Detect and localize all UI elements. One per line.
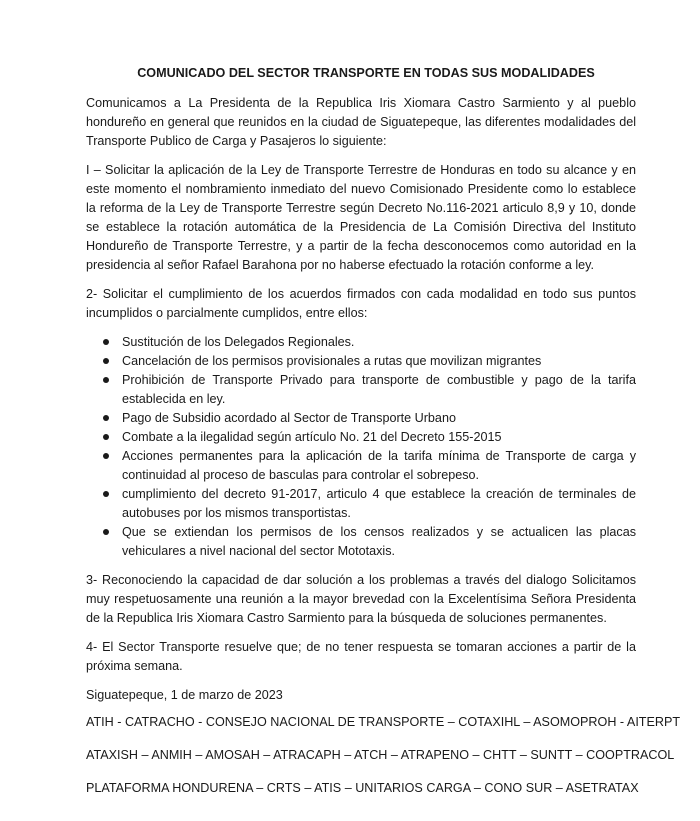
list-item-text: Pago de Subsidio acordado al Sector de Transporte Urbano <box>122 411 456 425</box>
point-4-paragraph: 4- El Sector Transporte resuelve que; de no tener respuesta se tomaran acciones a partir de la próxima semana. <box>86 640 636 673</box>
bullet-icon <box>103 491 109 497</box>
demands-list <box>86 333 636 561</box>
point-2-paragraph: 2- Solicitar el cumplimiento de los acuerdos firmados con cada modalidad en todo sus puntos incumplidos o parcialmente cumplidos, entre ellos: <box>86 287 636 320</box>
list-item-text: Acciones permanentes para la aplicación de la tarifa mínima de Transporte de carga y continuidad al proceso de basculas para controlar el sobrepeso. <box>122 449 636 482</box>
bullet-icon <box>103 415 109 421</box>
list-item <box>122 371 636 409</box>
bullet-icon <box>103 529 109 535</box>
list-item-text: Que se extiendan los permisos de los censos realizados y se actualicen las placas vehiculares a nivel nacional del sector Mototaxis. <box>122 525 636 558</box>
organizations-line-3: PLATAFORMA HONDURENA – CRTS – ATIS – UNITARIOS CARGA – CONO SUR – ASETRATAX <box>86 781 639 795</box>
intro-paragraph: Comunicamos a La Presidenta de la Republica Iris Xiomara Castro Sarmiento y al pueblo hondureño en general que reunidos en la ciudad de Siguatepeque, las diferentes modalidades del Transporte Publico de Carga y Pasajeros lo siguiente: <box>86 96 636 148</box>
date-line: Siguatepeque, 1 de marzo de 2023 <box>86 688 283 702</box>
list-item <box>122 428 636 447</box>
list-item <box>122 352 636 371</box>
bullet-icon <box>103 453 109 459</box>
bullet-icon <box>103 339 109 345</box>
bullet-icon <box>103 434 109 440</box>
list-item-text: Combate a la ilegalidad según artículo No. 21 del Decreto 155-2015 <box>122 430 502 444</box>
list-item <box>122 409 636 428</box>
list-item-text: Sustitución de los Delegados Regionales. <box>122 335 355 349</box>
list-item-text: Prohibición de Transporte Privado para transporte de combustible y pago de la tarifa establecida en ley. <box>122 373 636 406</box>
bullet-icon <box>103 377 109 383</box>
list-item <box>122 485 636 523</box>
organizations-line-1: ATIH - CATRACHO - CONSEJO NACIONAL DE TRANSPORTE – COTAXIHL – ASOMOPROH - AITERPT <box>86 715 681 729</box>
document-title: COMUNICADO DEL SECTOR TRANSPORTE EN TODAS SUS MODALIDADES <box>137 66 595 80</box>
list-item-text: Cancelación de los permisos provisionales a rutas que movilizan migrantes <box>122 354 542 368</box>
list-item-text: cumplimiento del decreto 91-2017, articulo 4 que establece la creación de terminales de autobuses por los mismos transportistas. <box>122 487 636 520</box>
list-item <box>122 333 636 352</box>
list-item <box>122 447 636 485</box>
organizations-line-2: ATAXISH – ANMIH – AMOSAH – ATRACAPH – ATCH – ATRAPENO – CHTT – SUNTT – COOPTRACOL <box>86 748 675 762</box>
point-1-paragraph: I – Solicitar la aplicación de la Ley de Transporte Terrestre de Honduras en todo su alcance y en este momento el nombramiento inmediato del nuevo Comisionado Presidente como lo establece la reforma de la Ley de Transporte Terrestre según Decreto No.116-2021 articulo 8,9 y 10, donde se establece la rotación automática de la Presidencia de La Comisión Directiva del Instituto Hondureño de Transporte Terrestre, y a partir de la fecha desconocemos como autoridad en la presidencia al señor Rafael Barahona por no haberse efectuado la rotación conforme a ley. <box>86 163 636 272</box>
bullet-icon <box>103 358 109 364</box>
point-3-paragraph: 3- Reconociendo la capacidad de dar solución a los problemas a través del dialogo Solicitamos muy respetuosamente una reunión a la mayor brevedad con la Excelentísima Señora Presidenta de la Republica Iris Xiomara Castro Sarmiento para la búsqueda de soluciones permanentes. <box>86 573 636 625</box>
list-item <box>122 523 636 561</box>
